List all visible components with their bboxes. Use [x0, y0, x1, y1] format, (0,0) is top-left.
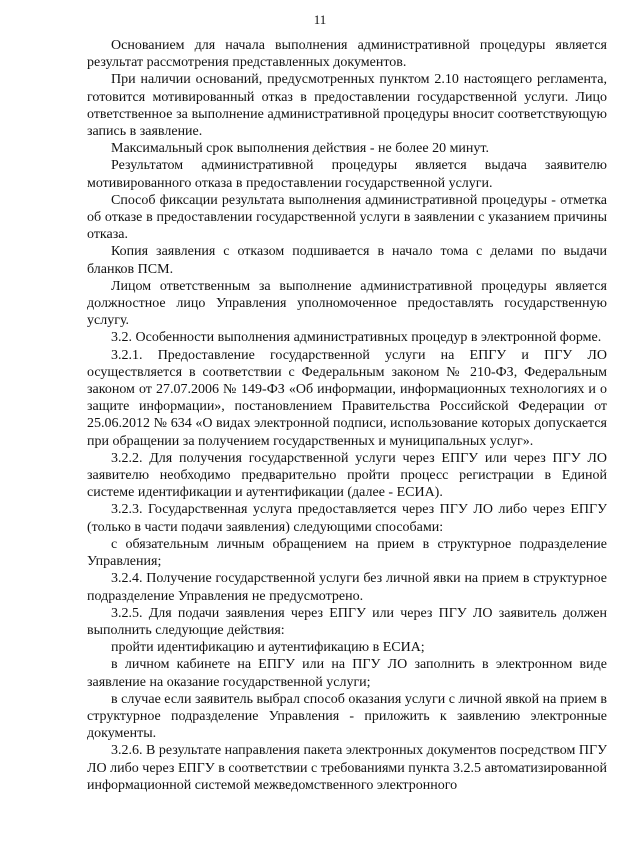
- document-body: [87, 37, 607, 794]
- paragraph: 3.2.6. В результате направления пакета электронных документов посредством ПГУ ЛО либо через ЕПГУ в соответствии с требованиями пункта 3.2.5 автоматизированной информационной системой межведомственного электронного: [87, 743, 607, 793]
- paragraph: в личном кабинете на ЕПГУ или на ПГУ ЛО заполнить в электронном виде заявление на оказание государственной услуги;: [87, 657, 607, 690]
- paragraph: Основанием для начала выполнения административной процедуры является результат рассмотрения представленных документов.: [87, 38, 607, 71]
- paragraph: 3.2.2. Для получения государственной услуги через ЕПГУ или через ПГУ ЛО заявителю необходимо предварительно пройти процесс регистрации в Единой системе идентификации и аутентификации (далее - ЕСИА).: [87, 450, 607, 501]
- paragraph: Результатом административной процедуры является выдача заявителю мотивированного отказа в предоставлении государственной услуги.: [87, 158, 607, 191]
- section-heading: 3.2. Особенности выполнения административных процедур в электронной форме.: [111, 330, 602, 346]
- paragraph: 3.2.1. Предоставление государственной услуги на ЕПГУ и ПГУ ЛО осуществляется в соответствии с Федеральным законом № 210-ФЗ, Федеральным законом от 27.07.2006 № 149-ФЗ «Об информации, информационных технологиях и о защите информации», постановлением Правительства Российской Федерации от 25.06.2012 № 634 «О видах электронной подписи, использование которых допускается при обращении за получением государственных и муниципальных услуг».: [87, 347, 607, 449]
- paragraph: Лицом ответственным за выполнение административной процедуры является должностное лицо Управления уполномоченное предоставлять государственную услугу.: [87, 278, 607, 329]
- page-number: 11: [313, 12, 327, 27]
- paragraph: в случае если заявитель выбрал способ оказания услуги с личной явкой на прием в структурное подразделение Управления - приложить к заявлению электронные документы.: [87, 691, 608, 742]
- paragraph: 3.2.5. Для подачи заявления через ЕПГУ или через ПГУ ЛО заявитель должен выполнить следующие действия:: [87, 605, 607, 638]
- paragraph: При наличии оснований, предусмотренных пунктом 2.10 настоящего регламента, готовится мотивированный отказ в предоставлении государственной услуги. Лицо ответственное за выполнение административной процедуры вносит соответствующую запись в заявление.: [87, 72, 607, 140]
- paragraph: 3.2.4. Получение государственной услуги без личной явки на прием в структурное подразделение Управления не предусмотрено.: [87, 571, 607, 604]
- paragraph: пройти идентификацию и аутентификацию в ЕСИА;: [111, 640, 425, 656]
- paragraph: Способ фиксации результата выполнения административной процедуры - отметка об отказе в предоставлении государственной услуги в заявлении с указанием причины отказа.: [87, 192, 607, 243]
- paragraph: Копия заявления с отказом подшивается в начало тома с делами по выдачи бланков ПСМ.: [87, 244, 607, 277]
- paragraph: с обязательным личным обращением на прием в структурное подразделение Управления;: [87, 536, 607, 570]
- paragraph: 3.2.3. Государственная услуга предоставляется через ПГУ ЛО либо через ЕПГУ (только в части подачи заявления) следующими способами:: [87, 502, 607, 535]
- paragraph: Максимальный срок выполнения действия - не более 20 минут.: [111, 141, 489, 157]
